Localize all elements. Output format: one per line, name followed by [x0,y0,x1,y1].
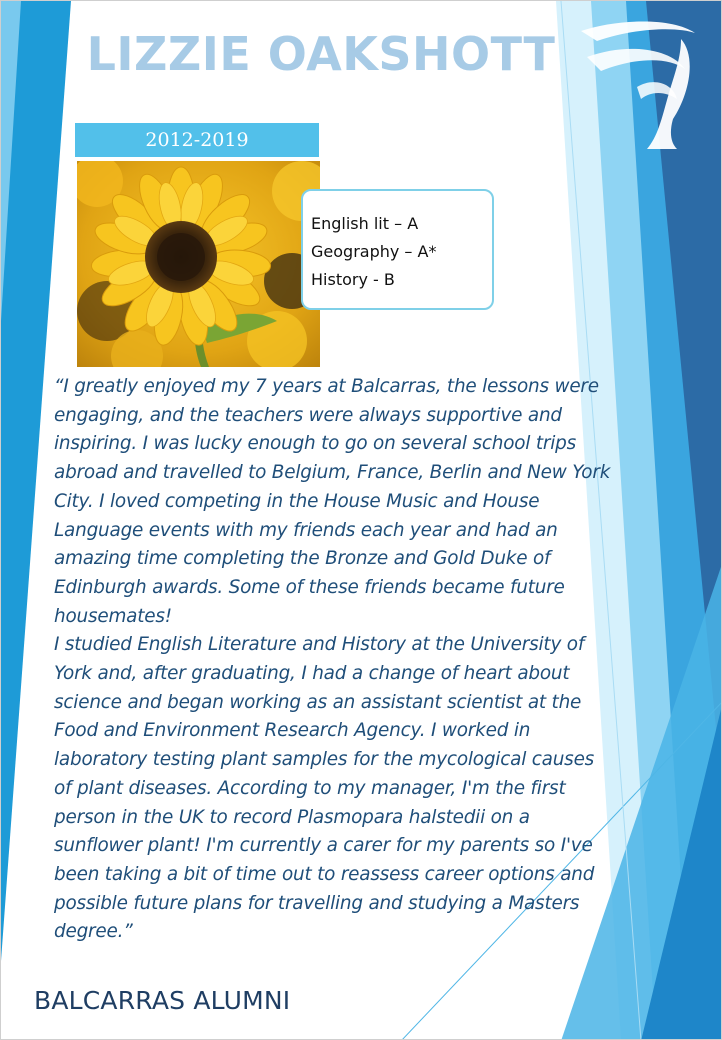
grade-history: History - B [311,270,395,289]
grades-box [301,189,494,310]
page-title: LIZZIE OAKSHOTT [86,27,556,81]
quote-paragraph-1: “I greatly enjoyed my 7 years at Balcarras, the lessons were engaging, and the teachers were always supportive and inspiring. I was lucky enough to go on several school trips abroad and travelled to Belgium, France, Berlin and New York City. I loved competing in the House Music and House Language events with my friends each year and had an amazing time completing the Bronze and Gold Duke of Edinburgh awards. Some of these friends became future housemates! [54,376,611,627]
footer-label: BALCARRAS ALUMNI [34,986,291,1015]
grade-english-lit: English lit – A [311,214,419,233]
school-logo-icon [577,17,705,153]
sunflower-photo [77,161,320,367]
sunflower-image [77,161,320,367]
grade-geography: Geography – A* [311,242,437,261]
quote-paragraph-2: I studied English Literature and History at the University of York and, after graduating, I had a change of heart about science and began working as an assistant scientist at the Food and Environment Research Agency. I worked in laboratory testing plant samples for the mycological causes of plant diseases. According to my manager, I'm the first person in the UK to record Plasmopara halstedii on a sunflower plant! I'm currently a carer for my parents so I've been taking a bit of time out to reassess career options and possible future plans for travelling and studying a Masters degree.” [54,634,595,943]
testimonial-quote [54,373,614,947]
years-banner: 2012-2019 [75,123,319,157]
